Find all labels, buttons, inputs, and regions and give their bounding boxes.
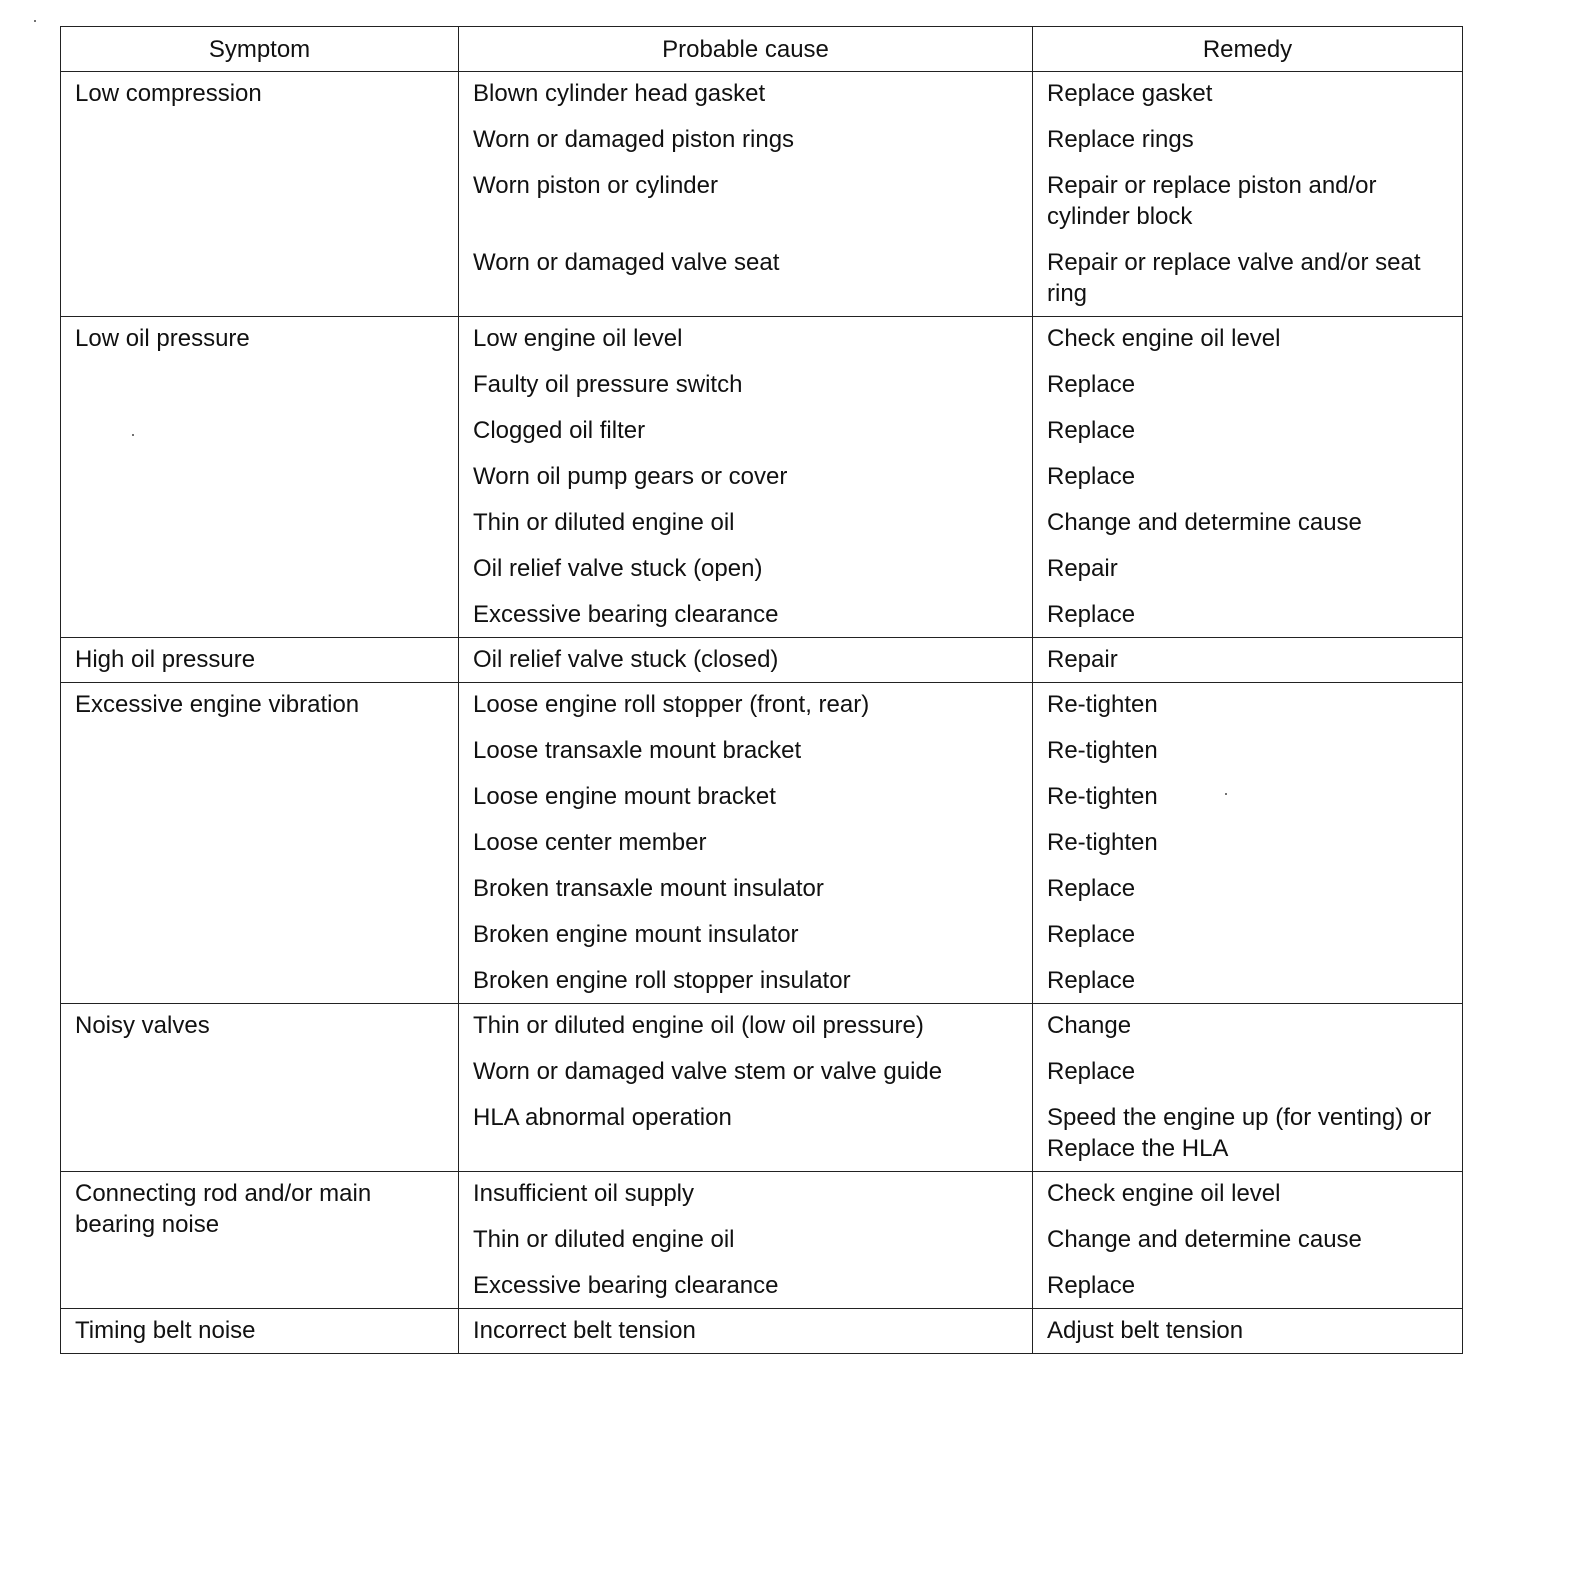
remedy-cell: Check engine oil level: [1033, 1172, 1463, 1210]
remedy-cell: Replace rings: [1033, 109, 1463, 155]
cause-cell: Loose transaxle mount bracket: [459, 720, 1033, 766]
remedy-cell: Adjust belt tension: [1033, 1309, 1463, 1354]
cause-cell: Loose engine roll stopper (front, rear): [459, 683, 1033, 721]
cause-cell: Incorrect belt tension: [459, 1309, 1033, 1354]
cause-cell: Clogged oil filter: [459, 400, 1033, 446]
cause-cell: Blown cylinder head gasket: [459, 72, 1033, 110]
remedy-cell: Re-tighten: [1033, 812, 1463, 858]
symptom-cell: Connecting rod and/or main bearing noise: [61, 1172, 459, 1309]
cause-cell: Worn or damaged valve seat: [459, 232, 1033, 317]
header-symptom: Symptom: [61, 27, 459, 72]
table-row: [61, 317, 1463, 355]
cause-cell: Low engine oil level: [459, 317, 1033, 355]
cause-cell: HLA abnormal operation: [459, 1087, 1033, 1172]
remedy-cell: Re-tighten: [1033, 766, 1463, 812]
cause-cell: Loose center member: [459, 812, 1033, 858]
symptom-cell: Low compression: [61, 72, 459, 317]
remedy-cell: Repair: [1033, 638, 1463, 683]
table-body: [61, 72, 1463, 1354]
troubleshooting-table: [60, 26, 1463, 1354]
remedy-cell: Replace: [1033, 354, 1463, 400]
remedy-cell: Replace: [1033, 858, 1463, 904]
cause-cell: Oil relief valve stuck (open): [459, 538, 1033, 584]
cause-cell: Worn or damaged valve stem or valve guide: [459, 1041, 1033, 1087]
remedy-cell: Replace: [1033, 1255, 1463, 1309]
remedy-cell: Replace: [1033, 400, 1463, 446]
table-row: [61, 683, 1463, 721]
scan-speck: [1225, 793, 1227, 795]
remedy-cell: Replace: [1033, 446, 1463, 492]
remedy-cell: Re-tighten: [1033, 683, 1463, 721]
remedy-cell: Replace gasket: [1033, 72, 1463, 110]
cause-cell: Thin or diluted engine oil: [459, 492, 1033, 538]
symptom-cell: Timing belt noise: [61, 1309, 459, 1354]
cause-cell: Thin or diluted engine oil (low oil pressure): [459, 1004, 1033, 1042]
header-row: [61, 27, 1463, 72]
cause-cell: Faulty oil pressure switch: [459, 354, 1033, 400]
remedy-cell: Change and determine cause: [1033, 1209, 1463, 1255]
cause-cell: Excessive bearing clearance: [459, 584, 1033, 638]
remedy-cell: Replace: [1033, 1041, 1463, 1087]
cause-cell: Broken transaxle mount insulator: [459, 858, 1033, 904]
symptom-cell: Excessive engine vibration: [61, 683, 459, 1004]
table-row: [61, 1309, 1463, 1354]
cause-cell: Oil relief valve stuck (closed): [459, 638, 1033, 683]
remedy-cell: Repair or replace piston and/or cylinder block: [1033, 155, 1463, 232]
scan-speck: [132, 434, 134, 436]
table-row: [61, 1004, 1463, 1042]
symptom-cell: Low oil pressure: [61, 317, 459, 638]
cause-cell: Broken engine mount insulator: [459, 904, 1033, 950]
table-row: [61, 1172, 1463, 1210]
cause-cell: Excessive bearing clearance: [459, 1255, 1033, 1309]
cause-cell: Broken engine roll stopper insulator: [459, 950, 1033, 1004]
table-row: [61, 72, 1463, 110]
remedy-cell: Change: [1033, 1004, 1463, 1042]
remedy-cell: Replace: [1033, 904, 1463, 950]
symptom-cell: High oil pressure: [61, 638, 459, 683]
cause-cell: Worn or damaged piston rings: [459, 109, 1033, 155]
remedy-cell: Replace: [1033, 950, 1463, 1004]
cause-cell: Thin or diluted engine oil: [459, 1209, 1033, 1255]
remedy-cell: Re-tighten: [1033, 720, 1463, 766]
remedy-cell: Change and determine cause: [1033, 492, 1463, 538]
cause-cell: Insufficient oil supply: [459, 1172, 1033, 1210]
remedy-cell: Replace: [1033, 584, 1463, 638]
remedy-cell: Repair: [1033, 538, 1463, 584]
cause-cell: Loose engine mount bracket: [459, 766, 1033, 812]
cause-cell: Worn oil pump gears or cover: [459, 446, 1033, 492]
header-remedy: Remedy: [1033, 27, 1463, 72]
symptom-cell: Noisy valves: [61, 1004, 459, 1172]
scan-speck: [34, 20, 36, 22]
header-probable-cause: Probable cause: [459, 27, 1033, 72]
cause-cell: Worn piston or cylinder: [459, 155, 1033, 232]
table-row: [61, 638, 1463, 683]
remedy-cell: Check engine oil level: [1033, 317, 1463, 355]
remedy-cell: Speed the engine up (for venting) or Replace the HLA: [1033, 1087, 1463, 1172]
remedy-cell: Repair or replace valve and/or seat ring: [1033, 232, 1463, 317]
